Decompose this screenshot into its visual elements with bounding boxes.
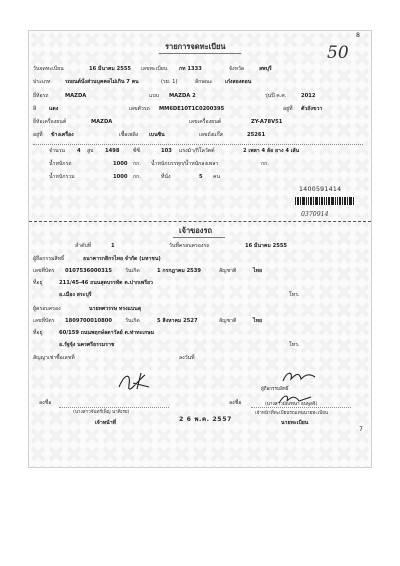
gas-tank-label: เลขถังแก๊ส	[199, 132, 223, 138]
type-label: ประเภท	[33, 79, 51, 85]
brand: MAZDA	[65, 93, 87, 99]
holder-id: 0107536000315	[65, 268, 112, 274]
possessor-dob: 5 สิงหาคม 2527	[157, 318, 198, 324]
weight-unit: กก.	[133, 161, 141, 167]
signature-2-label: ลงชื่อ	[229, 400, 242, 406]
engine-cc: 1498	[105, 148, 120, 154]
weight-label: น้ำหนักรถ	[49, 161, 72, 167]
cylinders: 4	[77, 148, 81, 154]
engine-number: ZY-A78V51	[251, 119, 283, 125]
seats: 5	[199, 174, 203, 180]
owned-date-label: วันที่ครอบครองรถ	[169, 243, 210, 249]
chassis-location: ตัวถังขวา	[301, 106, 323, 112]
document-number: 1400591414	[299, 186, 342, 193]
load-unit: กก.	[261, 161, 269, 167]
type-code: (รย. 1)	[161, 79, 178, 85]
signature-1-line	[59, 407, 169, 408]
gross-weight: 1000	[113, 174, 128, 180]
handwritten-page-number: 50	[327, 43, 349, 63]
holder-id-label: เลขที่บัตร	[33, 268, 55, 274]
seats-unit: คน	[213, 174, 221, 180]
gross-weight-label: น้ำหนักรวม	[49, 174, 75, 180]
fuel-label: เชื้อเพลิง	[119, 132, 139, 138]
corner-mark-top: 8	[356, 32, 360, 39]
title-underline	[159, 53, 241, 54]
vehicle-weight: 1000	[113, 161, 128, 167]
gross-weight-unit: กก.	[133, 174, 141, 180]
section-divider	[29, 221, 371, 222]
signature-2-name: (นางสาวมัณฑนา ธนพูลจิ)	[265, 402, 318, 407]
reg-date: 16 มีนาคม 2555	[89, 66, 132, 72]
cc-label: ซีซี	[133, 148, 141, 154]
possessor-nationality-label: สัญชาติ	[219, 318, 237, 324]
plate-label: เลขทะเบียน	[141, 66, 168, 72]
registration-document	[28, 30, 372, 468]
load-label: น้ำหนักบรรทุก/น้ำหนักลงเพลา	[151, 161, 219, 167]
holder-address-line1: 211/45-46 ถนนสุดบรรทัด ต.ปากเพรียว	[59, 280, 153, 286]
serial-partial: 0370914	[301, 211, 329, 218]
fuel-type: เบนซิน	[149, 132, 165, 138]
cylinders-unit: สูบ	[87, 148, 94, 154]
barcode	[295, 197, 355, 205]
signature-1-name: (นางสาวจันทร์เพ็ญ นาคิเรย)	[73, 410, 130, 415]
vehicle-color: แดง	[49, 106, 59, 112]
horsepower: 103	[161, 148, 172, 154]
chassis-label: เลขตัวรถ	[129, 106, 150, 112]
vehicle-type: รถยนต์นั่งส่วนบุคคลไม่เกิน 7 คน	[65, 79, 139, 85]
possessor-name: นายทศวรรษ ทรงแบนดุ	[89, 306, 142, 312]
province: ลพบุรี	[259, 66, 272, 72]
signature-1-role: เจ้าหน้าที่	[95, 420, 117, 426]
holder-dob-label: วันเกิด	[125, 268, 140, 274]
possessor-address-label: ที่อยู่	[33, 330, 43, 336]
signature-2-subrole: เจ้าหน้าที่ทะเบียนรถแทนนายทะเบียน	[255, 411, 329, 416]
holder-nationality-label: สัญชาติ	[219, 268, 237, 274]
possessor-id: 1809700010800	[65, 318, 112, 324]
contract-label: สัญญาเช่าซื้อเลขที่	[33, 355, 75, 361]
engine-number-label: เลขเครื่องยนต์	[189, 119, 222, 125]
holder-address-line2: อ.เมือง สระบุรี	[59, 292, 92, 298]
signature-1-label: ลงชื่อ	[39, 400, 52, 406]
possessor-address-line2: อ.รัฐจุ้ง นครศรีธรรมราช	[59, 342, 115, 348]
holder-tel-label: โทร.	[289, 292, 300, 298]
brand-label: ยี่ห้อรถ	[33, 93, 49, 99]
model-year: 2012	[301, 93, 316, 99]
year-label: รุ่นปี ค.ศ.	[265, 93, 287, 99]
owned-date: 16 มีนาคม 2555	[245, 243, 288, 249]
possessor-tel-label: โทร.	[289, 342, 300, 348]
holder-signature	[279, 365, 319, 387]
date-stamp: 2 6 พ.ค. 2557	[179, 416, 233, 423]
holder-dob: 1 กรกฎาคม 2539	[157, 268, 202, 274]
model: MAZDA 2	[169, 93, 196, 99]
owner-title-underline	[173, 237, 225, 238]
possessor-id-label: เลขที่บัตร	[33, 318, 55, 324]
holder-label: ผู้ถือกรรมสิทธิ์	[33, 256, 65, 262]
registration-title: รายการจดทะเบียน	[165, 42, 226, 51]
cylinders-label: จำนวน	[49, 148, 65, 154]
contract-date-label: ลงวันที่	[179, 355, 195, 361]
body-label: ลักษณะ	[195, 79, 213, 85]
province-label: จังหวัด	[229, 66, 245, 72]
chassis-number: MM6DE10T1C0200395	[159, 106, 225, 112]
axles-wheels: 2 เพลา 4 ล้อ ยาง 4 เส้น	[243, 148, 300, 154]
possessor-nationality: ไทย	[253, 318, 263, 324]
horsepower-label: แรงม้า/กิโลวัตต์	[179, 148, 215, 154]
holder-nationality: ไทย	[253, 268, 263, 274]
seats-label: ที่นั่ง	[161, 174, 171, 180]
holder-address-label: ที่อยู่	[33, 280, 43, 286]
chassis-location-label: อยู่ที่	[283, 106, 293, 112]
model-label: แบบ	[149, 93, 159, 99]
engine-location: ข้างเครื่อง	[51, 132, 74, 138]
seq-number: 1	[111, 243, 115, 249]
possessor-address-line1: 60/159 ถนนพฤกษ์ลดาวัลย์ ต.ท่าทะเกษม	[59, 330, 155, 336]
engine-brand: MAZDA	[91, 119, 113, 125]
engine-location-label: อยู่ที่	[33, 132, 43, 138]
possessor-label: ผู้ครอบครอง	[33, 306, 61, 312]
engine-brand-label: ยี่ห้อเครื่องยนต์	[33, 119, 67, 125]
corner-mark-bottom: 7	[359, 426, 363, 433]
seq-label: ลำดับที่	[75, 243, 92, 249]
official-signature-1	[115, 369, 161, 393]
signature-2-role: นายทะเบียน	[281, 420, 309, 426]
holder-signature-label: ผู้ถือกรรมสิทธิ์	[261, 387, 289, 392]
owner-title: เจ้าของรถ	[179, 226, 213, 235]
gas-tank-number: 25261	[247, 132, 266, 138]
separator	[33, 144, 363, 145]
possessor-dob-label: วันเกิด	[125, 318, 140, 324]
reg-date-label: วันจดทะเบียน	[33, 66, 64, 72]
holder-name: ธนาคารกสิกรไทย จำกัด (มหาชน)	[83, 256, 161, 262]
plate-number: กท 1333	[179, 66, 202, 72]
color-label: สี	[33, 106, 37, 112]
body-type: เก๋งสองตอน	[225, 79, 252, 85]
